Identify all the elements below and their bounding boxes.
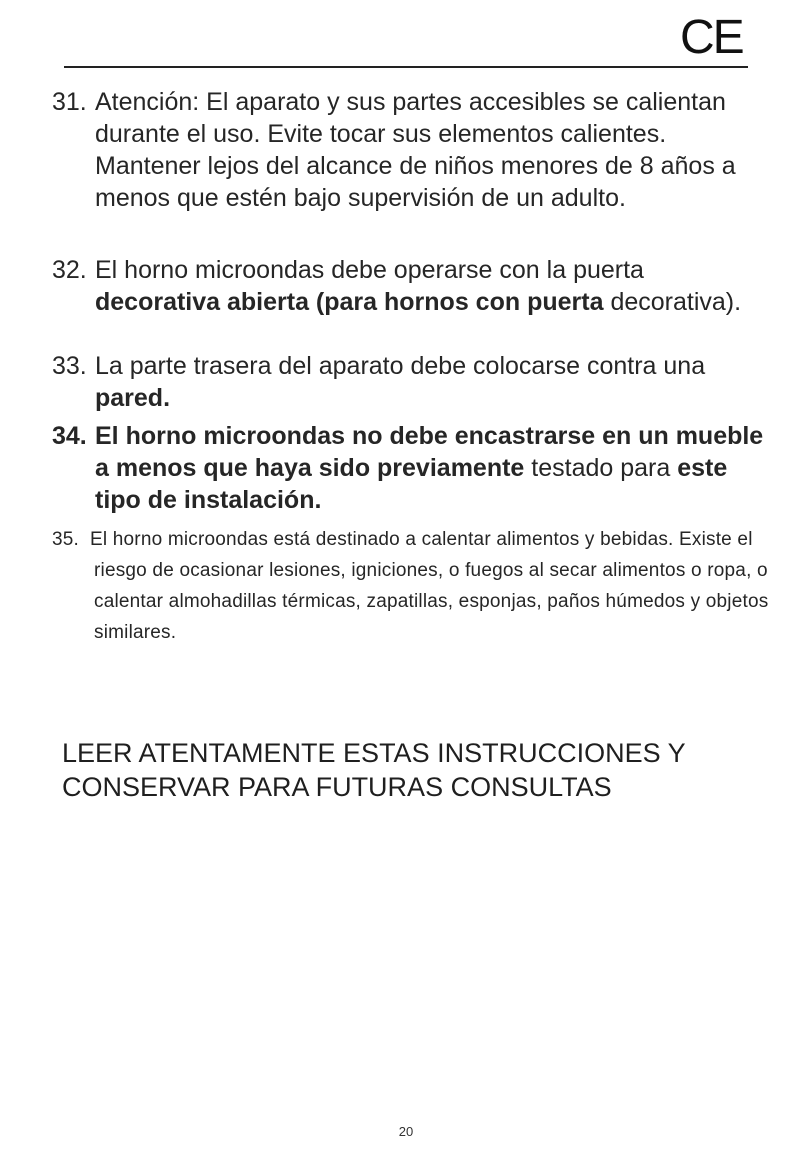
item-text xyxy=(52,254,772,318)
list-item-35 xyxy=(52,524,782,648)
item-number: 33. xyxy=(52,352,87,380)
item-number: 32. xyxy=(52,256,87,284)
item-number: 35. xyxy=(52,529,80,550)
item-text-part: El horno microondas debe operarse con la puerta xyxy=(95,256,644,284)
list-item-32 xyxy=(52,254,772,318)
item-text-part: decorativa). xyxy=(610,288,742,316)
ce-mark: CE xyxy=(680,11,743,64)
header-rule xyxy=(64,66,748,68)
closing-notice xyxy=(62,736,782,804)
item-text-part: La parte trasera del aparato debe colocarse contra una xyxy=(95,352,706,380)
list-item-33 xyxy=(52,350,772,414)
item-text-bold: pared. xyxy=(95,384,171,412)
list-item-34 xyxy=(52,420,772,516)
closing-line-1: LEER ATENTAMENTE ESTAS INSTRUCCIONES Y xyxy=(62,738,686,768)
item-text xyxy=(52,420,772,516)
item-number: 34. xyxy=(52,422,87,450)
item-text xyxy=(52,350,772,414)
item-text: Atención: El aparato y sus partes accesibles se calientan durante el uso. Evite tocar sus elementos calientes. Mantener lejos del alcance de niños menores de 8 años a menos que estén bajo supervisión de un adulto. xyxy=(95,88,736,212)
item-text-bold: este tipo de instalación. xyxy=(95,454,728,514)
closing-line-2: CONSERVAR PARA FUTURAS CONSULTAS xyxy=(62,772,612,802)
page-number: 20 xyxy=(398,1124,414,1139)
list-item-31 xyxy=(52,86,772,214)
item-text-bold: El horno microondas no debe encastrarse en un mueble a menos que haya sido previamente xyxy=(95,422,764,482)
item-number: 31. xyxy=(52,88,87,116)
item-text-part: testado para xyxy=(531,454,671,482)
item-text-bold: decorativa abierta (para hornos con puerta xyxy=(95,288,604,316)
item-text: El horno microondas está destinado a calentar alimentos y bebidas. Existe el riesgo de ocasionar lesiones, igniciones, o fuegos al secar alimentos o ropa, o calentar almohadillas térmicas, zapatillas, esponjas, paños húmedos y objetos similares. xyxy=(90,529,769,643)
